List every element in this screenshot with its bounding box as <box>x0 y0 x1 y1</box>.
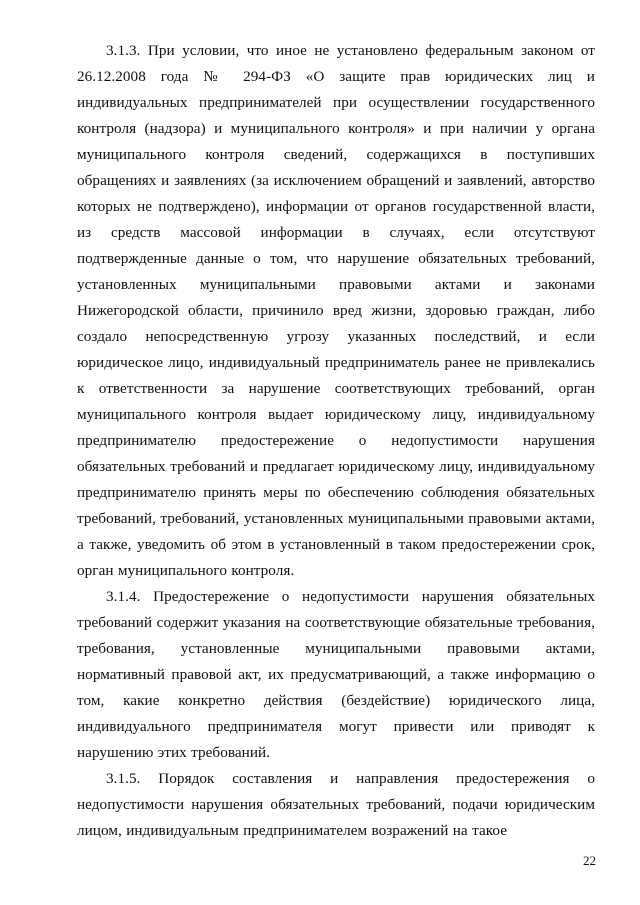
page-number: 22 <box>583 853 596 868</box>
document-page <box>77 38 595 844</box>
paragraph-3-1-4: 3.1.4. Предостережение о недопустимости нарушения обязательных требований содержит указания на соответствующие обязательные требования, требования, установленные муниципальными правовыми актами, нормативный правовой акт, их предусматривающий, а также информацию о том, какие конкретно действия (бездействие) юридического лица, индивидуального предпринимателя могут привести или приводят к нарушению этих требований. <box>77 588 595 761</box>
paragraph-3-1-3: 3.1.3. При условии, что иное не установлено федеральным законом от 26.12.2008 года № 294-ФЗ «О защите прав юридических лиц и индивидуальных предпринимателей при осуществлении государственного контроля (надзора) и муниципального контроля» и при наличии у органа муниципального контроля сведений, содержащихся в поступивших обращениях и заявлениях (за исключением обращений и заявлений, авторство которых не подтверждено), информации от органов государственной власти, из средств массовой информации в случаях, если отсутствуют подтвержденные данные о том, что нарушение обязательных требований, установленных муниципальными правовыми актами и законами Нижегородской области, причинило вред жизни, здоровью граждан, либо создало непосредственную угрозу указанных последствий, и если юридическое лицо, индивидуальный предприниматель ранее не привлекались к ответственности за нарушение соответствующих требований, орган муниципального контроля выдает юридическому лицу, индивидуальному предпринимателю предостережение о недопустимости нарушения обязательных требований и предлагает юридическому лицу, индивидуальному предпринимателю принять меры по обеспечению соблюдения обязательных требований, требований, установленных муниципальными правовыми актами, а также, уведомить об этом в установленный в таком предостережении срок, орган муниципального контроля. <box>77 42 595 579</box>
paragraph-3-1-5: 3.1.5. Порядок составления и направления предостережения о недопустимости нарушения обязательных требований, подачи юридическим лицом, индивидуальным предпринимателем возражений на такое <box>77 770 595 839</box>
